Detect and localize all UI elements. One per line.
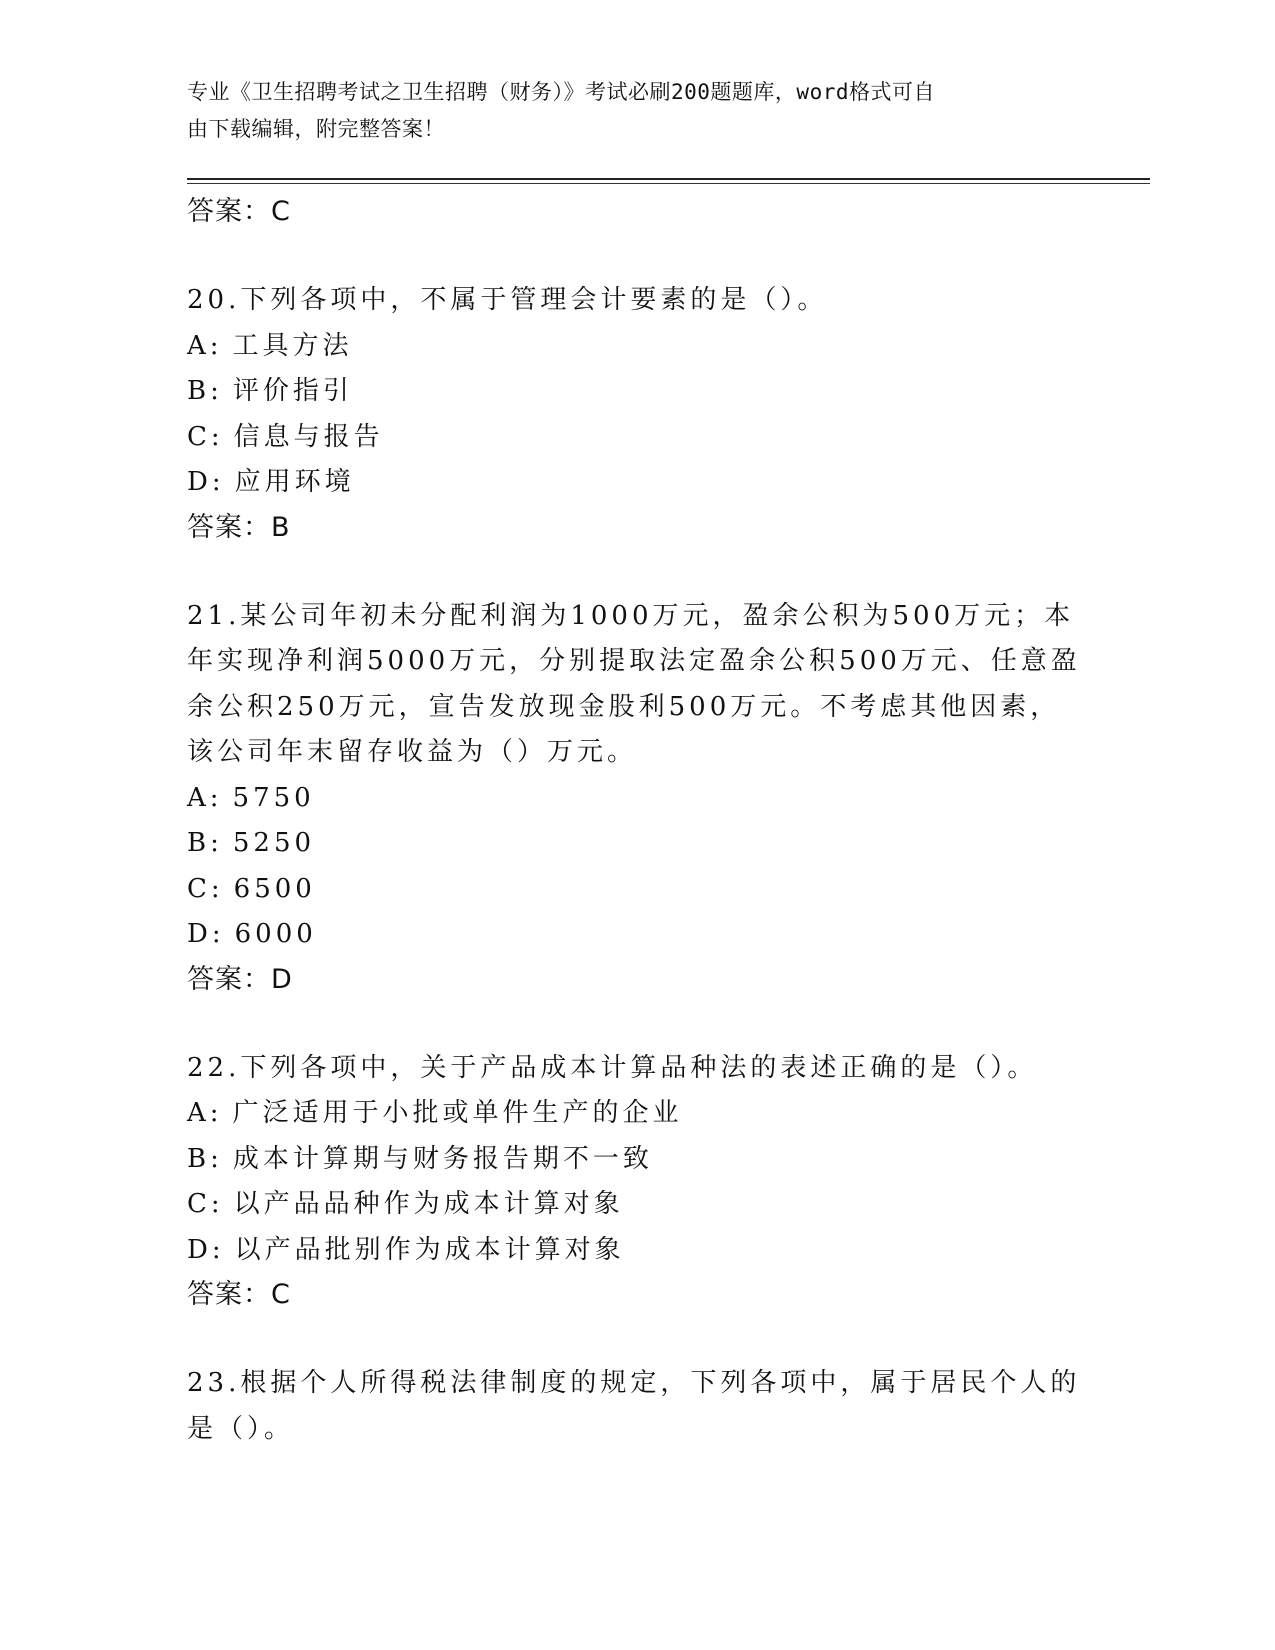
option-b (187, 1137, 1087, 1183)
option-b (187, 369, 1087, 415)
option-key: D: (187, 467, 225, 497)
spacer (187, 1317, 1087, 1361)
option-a (187, 776, 1087, 822)
option-key: D: (187, 1234, 225, 1265)
option-text: 评价指引 (232, 376, 353, 406)
question-stem: 21.某公司年初未分配利润为1000万元，盈余公积为500万元；本年实现净利润5000万元，分别提取法定盈余公积500万元、任意盈余公积250万元，宣告发放现金股利500万元。不考虑其他因素，该公司年末留存收益为（）万元。 (187, 600, 1081, 767)
option-text: 信息与报告 (233, 421, 384, 452)
option-key: B: (187, 828, 223, 858)
answer-line: 答案：C (187, 1279, 291, 1310)
option-c (187, 867, 1087, 913)
option-text: 以产品批别作为成本计算对象 (234, 1234, 625, 1265)
option-key: B: (187, 1143, 223, 1174)
option-a (187, 1091, 1087, 1137)
option-c (187, 1182, 1087, 1228)
option-a (187, 324, 1087, 370)
option-d (187, 1228, 1087, 1274)
header-divider-thick (187, 178, 1150, 180)
option-key: A: (187, 330, 223, 361)
option-d (187, 460, 1087, 506)
header-divider-thin (187, 183, 1150, 184)
option-d (187, 912, 1087, 958)
option-text: 成本计算期与财务报告期不一致 (232, 1143, 653, 1174)
question-block-23 (187, 1361, 1087, 1452)
option-key: A: (187, 1098, 223, 1128)
spacer (187, 550, 1087, 594)
question-stem: 22.下列各项中，关于产品成本计算品种法的表述正确的是（）。 (187, 1052, 1038, 1083)
question-block-21 (187, 594, 1087, 1002)
option-text: 广泛适用于小批或单件生产的企业 (232, 1098, 683, 1128)
answer-line: 答案：B (187, 511, 291, 543)
previous-answer: 答案：C (187, 196, 291, 227)
option-text: 5250 (232, 828, 316, 858)
question-stem: 20.下列各项中，不属于管理会计要素的是（）。 (187, 285, 828, 315)
option-key: C: (187, 1189, 224, 1219)
question-block-22 (187, 1046, 1087, 1318)
option-text: 6000 (234, 919, 317, 949)
option-key: C: (187, 421, 224, 452)
spacer (187, 1002, 1087, 1046)
option-text: 应用环境 (234, 467, 355, 497)
option-text: 工具方法 (232, 330, 353, 361)
header-line-1: 专业《卫生招聘考试之卫生招聘（财务）》考试必刷200题题库，word格式可自 (187, 80, 935, 104)
option-c (187, 415, 1087, 461)
spacer (187, 234, 1087, 278)
question-list (187, 190, 1087, 1452)
option-key: B: (187, 376, 223, 406)
option-key: A: (187, 782, 223, 813)
answer-line: 答案：D (187, 963, 293, 995)
header-line-2: 由下载编辑，附完整答案！ (187, 117, 445, 141)
document-header (187, 74, 1067, 148)
option-key: D: (187, 919, 225, 949)
option-b (187, 821, 1087, 867)
question-block-20 (187, 278, 1087, 550)
option-text: 5750 (232, 782, 315, 813)
option-key: C: (187, 873, 224, 904)
option-text: 6500 (233, 873, 316, 904)
question-stem: 23.根据个人所得税法律制度的规定，下列各项中，属于居民个人的是（）。 (187, 1368, 1081, 1444)
option-text: 以产品品种作为成本计算对象 (233, 1189, 624, 1219)
